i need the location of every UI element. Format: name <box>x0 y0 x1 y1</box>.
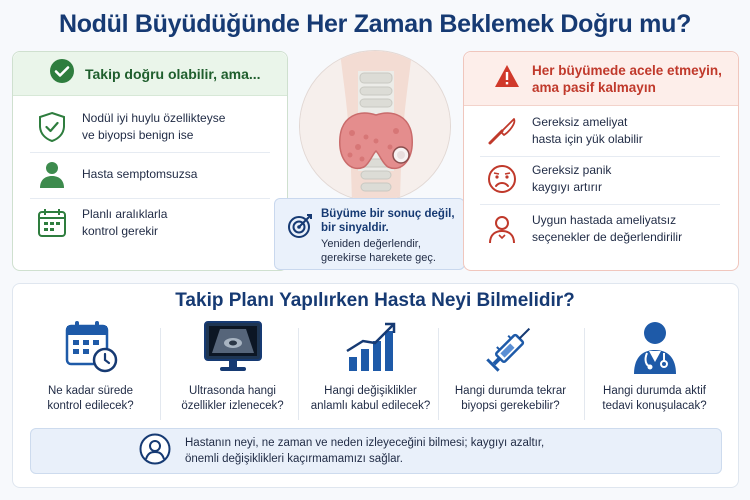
no-rush-heading: Her büyümede acele etmeyin, ama pasif kalmayın <box>532 62 722 95</box>
syringe-icon <box>438 318 583 376</box>
divider <box>30 152 270 153</box>
summary-text: Hastanın neyi, ne zaman ve neden izleyeceğini bilmesi; kaygıyı azaltır, önemli değişiklikleri kaçırmamamızı sağlar. <box>185 437 545 465</box>
left-item-asymptomatic <box>36 158 197 190</box>
person-circle-icon <box>139 433 171 470</box>
plan-item-interval <box>18 318 163 426</box>
bar-chart-icon <box>298 318 443 376</box>
doctor-icon <box>582 318 727 376</box>
follow-up-header <box>13 52 287 96</box>
no-rush-header <box>464 52 738 106</box>
target-icon <box>287 213 313 244</box>
plan-question: Hangi değişiklikler anlamlı kabul edilecek? <box>310 385 431 412</box>
check-circle-icon <box>49 58 75 89</box>
right-item-text: Gereksiz ameliyat hasta için yük olabilir <box>532 115 643 146</box>
plan-heading: Takip Planı Yapılırken Hasta Neyi Bilmelidir? <box>175 290 575 311</box>
plan-question: Hangi durumda tekrar biyopsi gerekebilir? <box>454 385 567 412</box>
callout-bold-text: Büyüme bir sonuç değil, bir sinyaldir. <box>321 208 455 234</box>
callout-text: Yeniden değerlendir, gerekirse harekete geç. <box>321 238 436 264</box>
divider <box>480 204 720 205</box>
left-item-scheduled <box>36 206 167 240</box>
page-title: Nodül Büyüdüğünde Her Zaman Beklemek Doğru mu? <box>58 10 692 38</box>
signal-callout <box>274 198 465 270</box>
follow-up-heading: Takip doğru olabilir, ama... <box>85 65 261 82</box>
right-item-panic <box>486 162 611 196</box>
scalpel-icon <box>486 115 518 147</box>
calendar-clock-icon <box>18 318 163 376</box>
person-icon <box>36 158 68 190</box>
summary-footer <box>30 428 722 474</box>
right-item-surgery <box>486 114 643 148</box>
calendar-icon <box>36 207 68 239</box>
plan-question: Hangi durumda aktif tedavi konuşulacak? <box>602 385 707 412</box>
ultrasound-monitor-icon <box>160 318 305 376</box>
divider <box>480 156 720 157</box>
plan-item-biopsy <box>438 318 583 426</box>
patient-icon <box>486 213 518 245</box>
left-item-benign <box>36 110 225 144</box>
plan-item-treatment <box>582 318 727 426</box>
warning-icon <box>494 64 520 93</box>
right-item-options <box>486 212 682 246</box>
plan-item-changes <box>298 318 443 426</box>
right-item-text: Uygun hastada ameliyatsız seçenekler de değerlendirilir <box>532 213 683 244</box>
plan-question: Ultrasonda hangi özellikler izlenecek? <box>181 385 284 412</box>
left-item-text: Planlı aralıklarla kontrol gerekir <box>82 207 168 238</box>
thyroid-illustration <box>299 50 451 202</box>
left-item-text: Nodül iyi huylu özellikteyse ve biyopsi benign ise <box>82 111 226 142</box>
divider <box>30 198 270 199</box>
plan-question: Ne kadar sürede kontrol edilecek? <box>47 385 134 412</box>
shield-check-icon <box>36 111 68 143</box>
worried-face-icon <box>486 163 518 195</box>
plan-item-ultrasound <box>160 318 305 426</box>
left-item-text: Hasta semptomsuzsa <box>82 166 198 181</box>
right-item-text: Gereksiz panik kaygıyı artırır <box>532 163 612 194</box>
